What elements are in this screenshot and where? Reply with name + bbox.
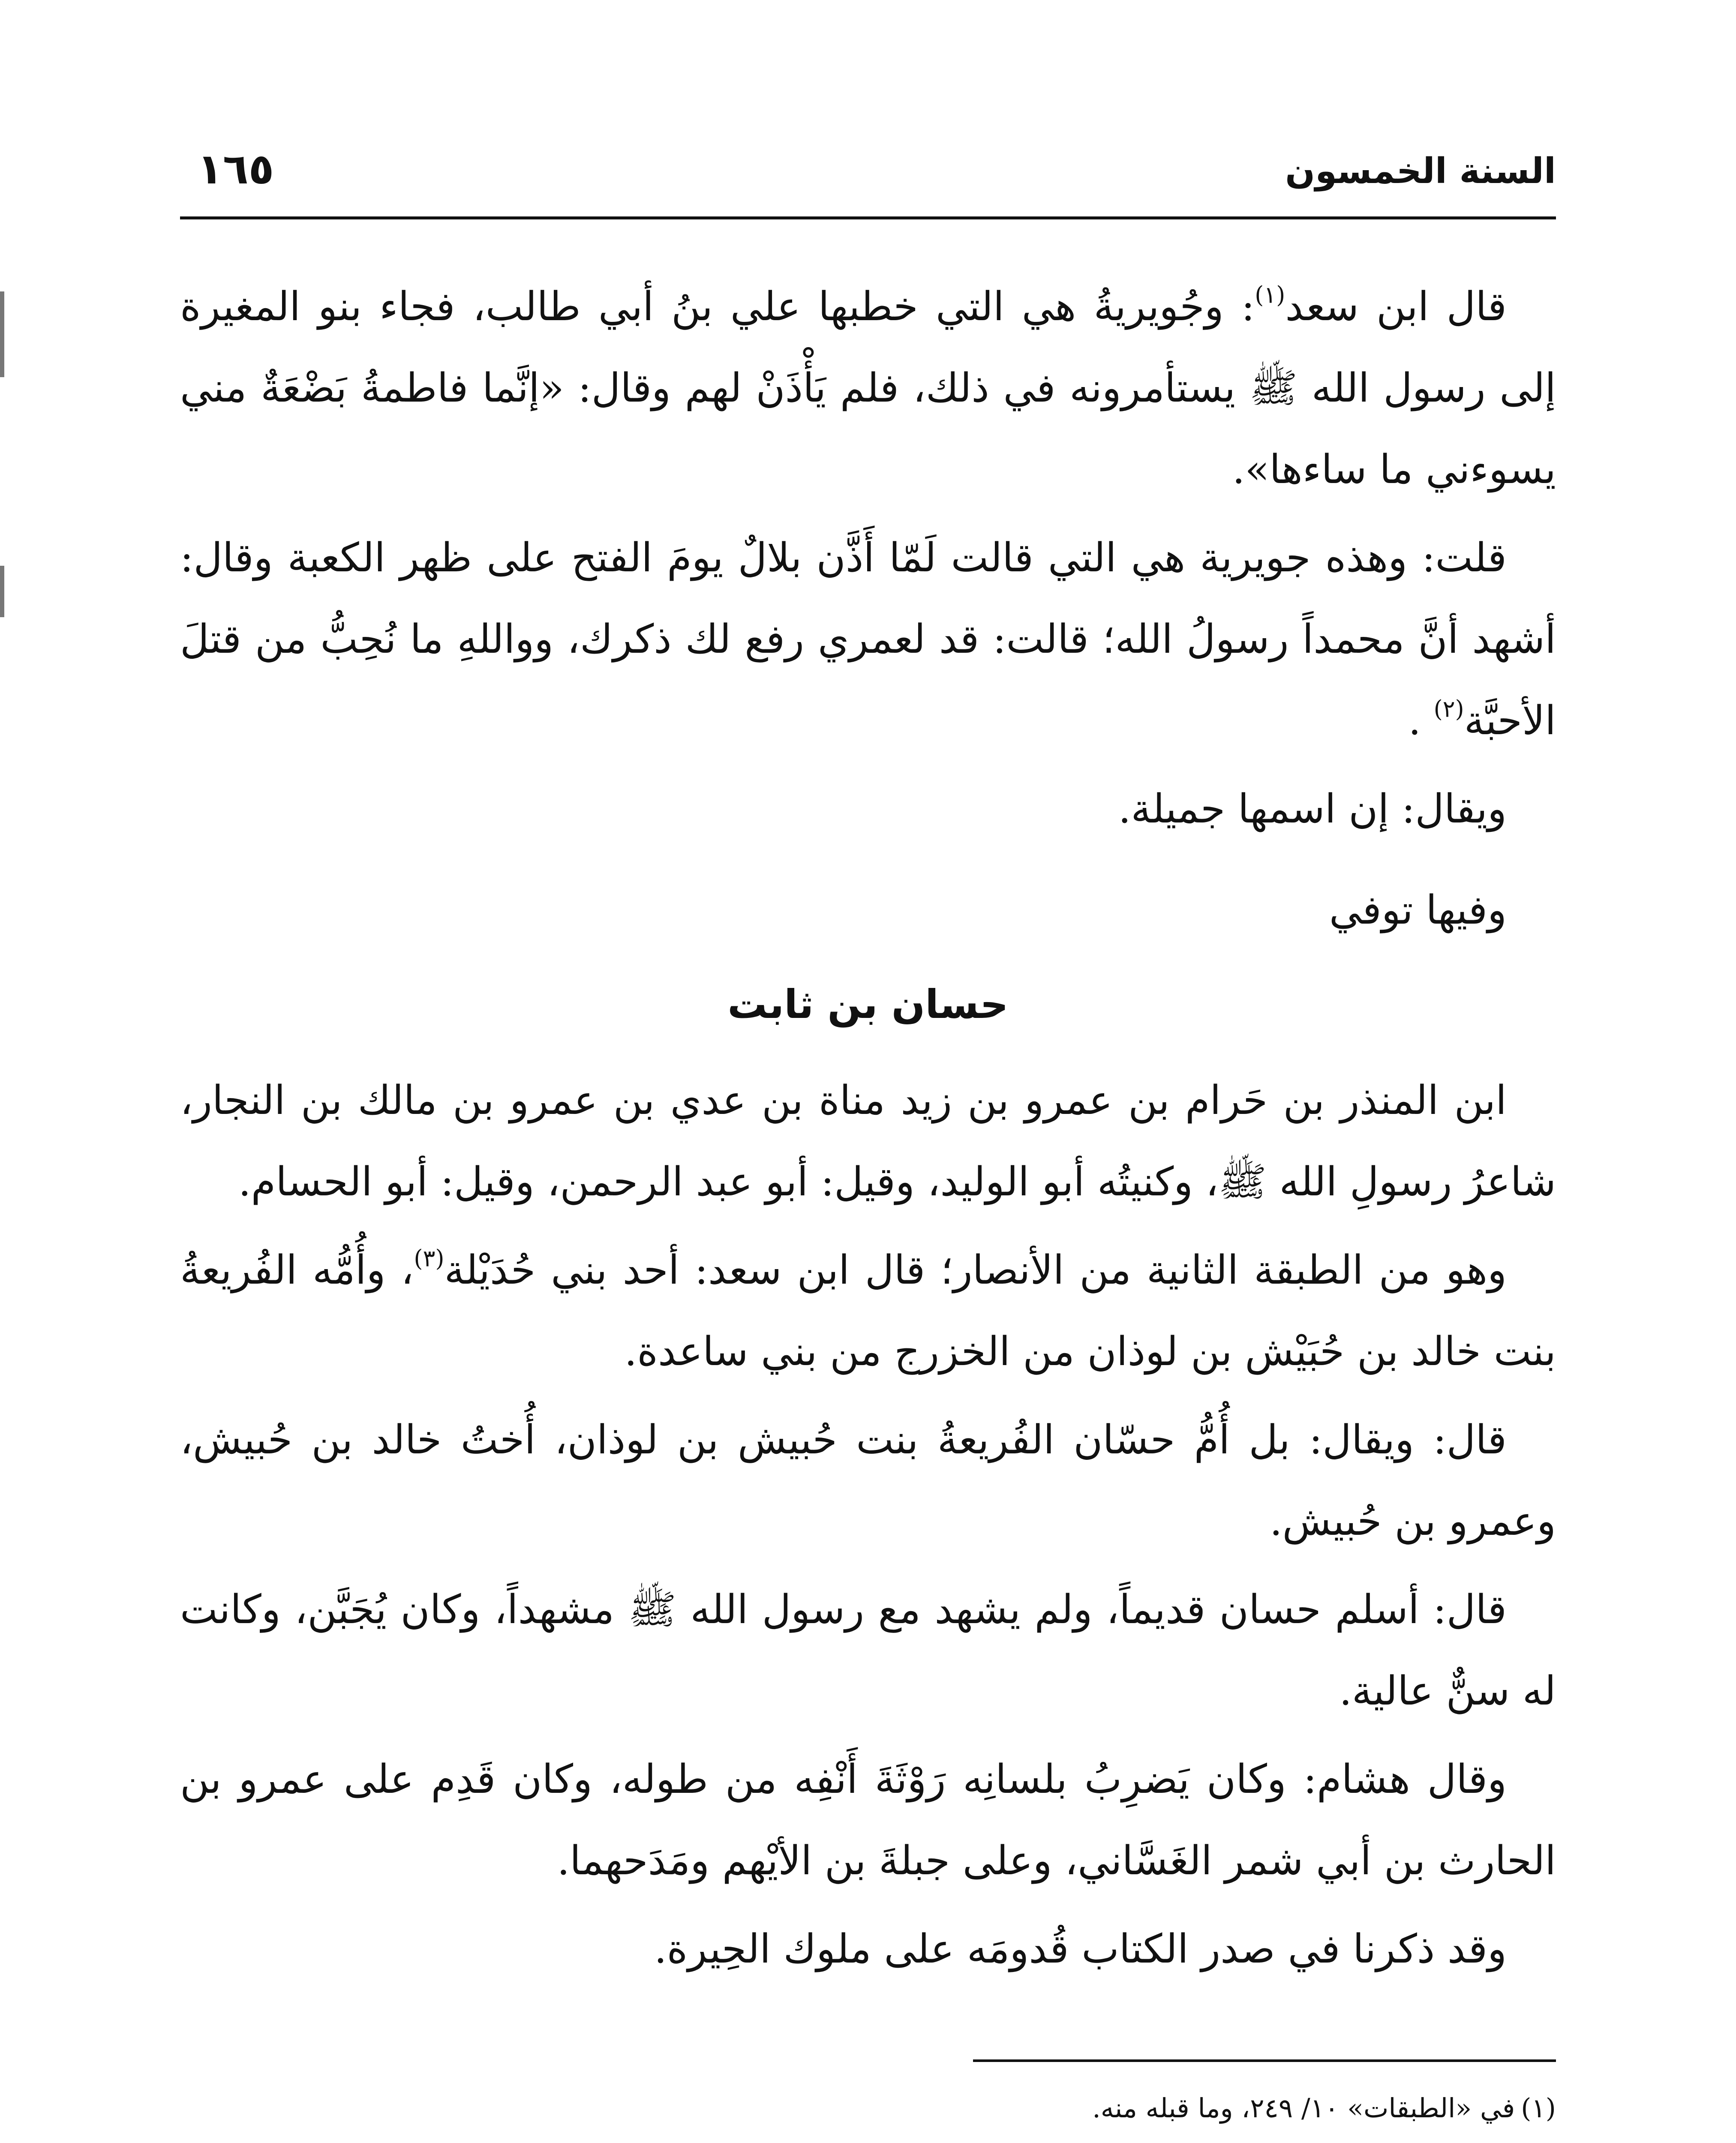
running-title: السنة الخمسون	[1285, 151, 1556, 192]
paragraph: ابن المنذر بن حَرام بن عمرو بن زيد مناة بن عدي بن عمرو بن مالك بن النجار، شاعرُ رسولِ الله ﷺ، وكنيتُه أبو الوليد، وقيل: أبو عبد الرحمن، وقيل: أبو الحسام.	[180, 1077, 1556, 1205]
paragraph-text: وهو من الطبقة الثانية من الأنصار؛ قال ابن سعد: أحد بني حُدَيْلة	[444, 1247, 1507, 1293]
paragraph: وقال هشام: وكان يَضرِبُ بلسانِه رَوْثَةَ أَنْفِه من طوله، وكان قَدِم على عمرو بن الحارث بن أبي شمر الغَسَّاني، وعلى جبلةَ بن الأيْهم ومَدَحهما.	[180, 1756, 1556, 1884]
paragraph: ويقال: إن اسمها جميلة.	[1118, 786, 1507, 832]
paragraph-text: .	[1408, 697, 1434, 744]
paragraph-text: ، وأُمُّه الفُريعةُ بنت خالد بن حُبَيْش بن لوذان من الخزرج من بني ساعدة.	[180, 1247, 1556, 1375]
page-number: ١٦٥	[197, 145, 274, 194]
paragraph-text: قال ابن سعد	[1285, 283, 1507, 330]
footnote-reference[interactable]: (٢)	[1433, 695, 1464, 723]
footnote-number: (١)	[1521, 2092, 1556, 2124]
paragraph: قال: ويقال: بل أُمُّ حسّان الفُريعةُ بنت حُبيش بن لوذان، أُختُ خالد بن حُبيش، وعمرو بن حُبيش.	[180, 1417, 1556, 1544]
scan-edge-mark	[0, 291, 4, 377]
footnote	[180, 2138, 1556, 2143]
paragraph: وقد ذكرنا في صدر الكتاب قُدومَه على ملوك الحِيرة.	[654, 1926, 1507, 1972]
paragraph-text: : وجُويريةُ هي التي خطبها علي بنُ أبي طالب، فجاء بنو المغيرة إلى رسول الله ﷺ يستأمرونه في ذلك، فلم يَأْذَنْ لهم وقال: «إنَّما فاطمةُ بَضْعَةٌ مني يسوءني ما ساءها».	[180, 283, 1556, 492]
paragraph	[180, 1229, 1556, 1392]
paragraph	[180, 517, 1556, 761]
footnotes	[180, 2083, 1556, 2143]
footnote-reference[interactable]: (١)	[1255, 281, 1285, 309]
paragraph: قال: أسلم حسان قديماً، ولم يشهد مع رسول الله ﷺ مشهداً، وكان يُجَبَّن، وكانت له سنٌّ عالية.	[180, 1586, 1556, 1714]
footnote	[180, 2083, 1556, 2134]
main-text	[180, 266, 1556, 1996]
header-rule	[180, 216, 1556, 219]
footnote-text: في «الطبقات» ١٠/ ٢٤٩، وما قبله منه.	[1092, 2092, 1515, 2124]
scan-edge-mark	[0, 566, 4, 617]
footnote-reference[interactable]: (٣)	[414, 1245, 445, 1272]
paragraph	[180, 266, 1556, 510]
section-heading: حسان بن ثابت	[727, 981, 1009, 1027]
paragraph-text: قلت: وهذه جويرية هي التي قالت لَمّا أَذَّن بلالٌ يومَ الفتح على ظهر الكعبة وقال: أشهد أنَّ محمداً رسولُ الله؛ قالت: قد لعمري رفع لك ذكرك، وواللهِ ما نُحِبُّ من قتلَ الأحبَّة	[180, 534, 1556, 744]
footnote-separator	[973, 2059, 1556, 2062]
paragraph: وفيها توفي	[1329, 887, 1507, 933]
